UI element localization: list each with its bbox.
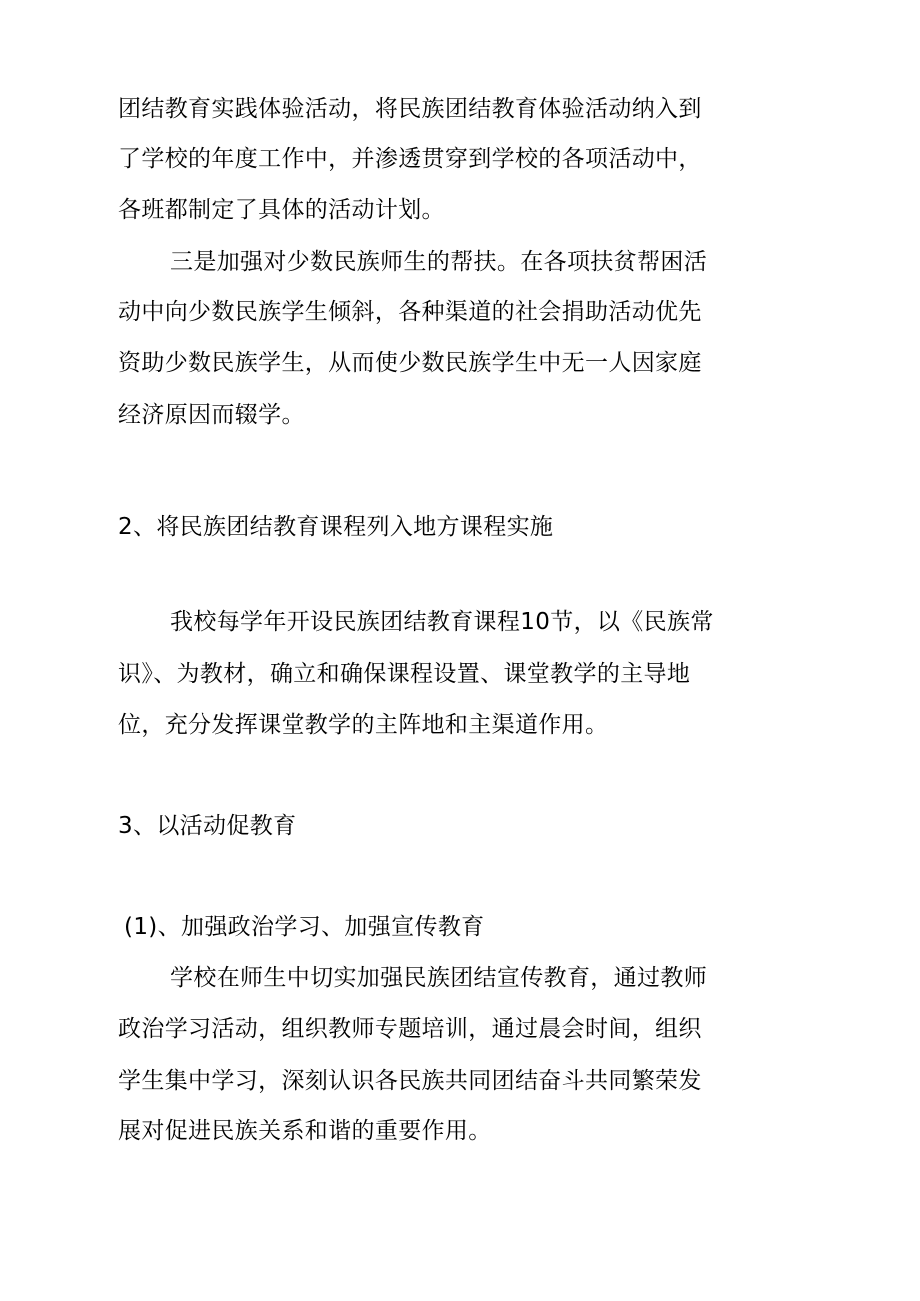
paragraph-line: 三是加强对少数民族师生的帮扶。在各项扶贫帮困活 [170,249,708,275]
paragraph-line: 经济原因而辍学。 [118,402,305,428]
paragraph-line: 学生集中学习，深刻认识各民族共同团结奋斗共同繁荣发 [118,1068,702,1094]
paragraph-line: 展对促进民族关系和谐的重要作用。 [118,1118,492,1144]
paragraph-line: 政治学习活动，组织教师专题培训，通过晨会时间，组织 [118,1016,702,1042]
paragraph-line: 学校在师生中切实加强民族团结宣传教育，通过教师 [170,965,708,991]
paragraph-line: 了学校的年度工作中，并渗透贯穿到学校的各项活动中， [118,146,702,172]
paragraph-line: 团结教育实践体验活动，将民族团结教育体验活动纳入到 [118,96,702,122]
paragraph-line: 位，充分发挥课堂教学的主阵地和主渠道作用。 [118,712,609,738]
paragraph-line: 各班都制定了具体的活动计划。 [118,197,445,223]
paragraph-line: 我校每学年开设民族团结教育课程10节，以《民族常 [170,609,714,635]
paragraph-line: 动中向少数民族学生倾斜，各种渠道的社会捐助活动优先 [118,299,702,325]
paragraph-line: 资助少数民族学生，从而使少数民族学生中无一人因家庭 [118,350,702,376]
paragraph-line: 识》、为教材，确立和确保课程设置、课堂教学的主导地 [118,661,691,687]
section-heading: 3、以活动促教育 [118,813,297,839]
subsection-heading: (1)、加强政治学习、加强宣传教育 [124,914,485,940]
section-heading: 2、将民族团结教育课程列入地方课程实施 [118,514,554,540]
